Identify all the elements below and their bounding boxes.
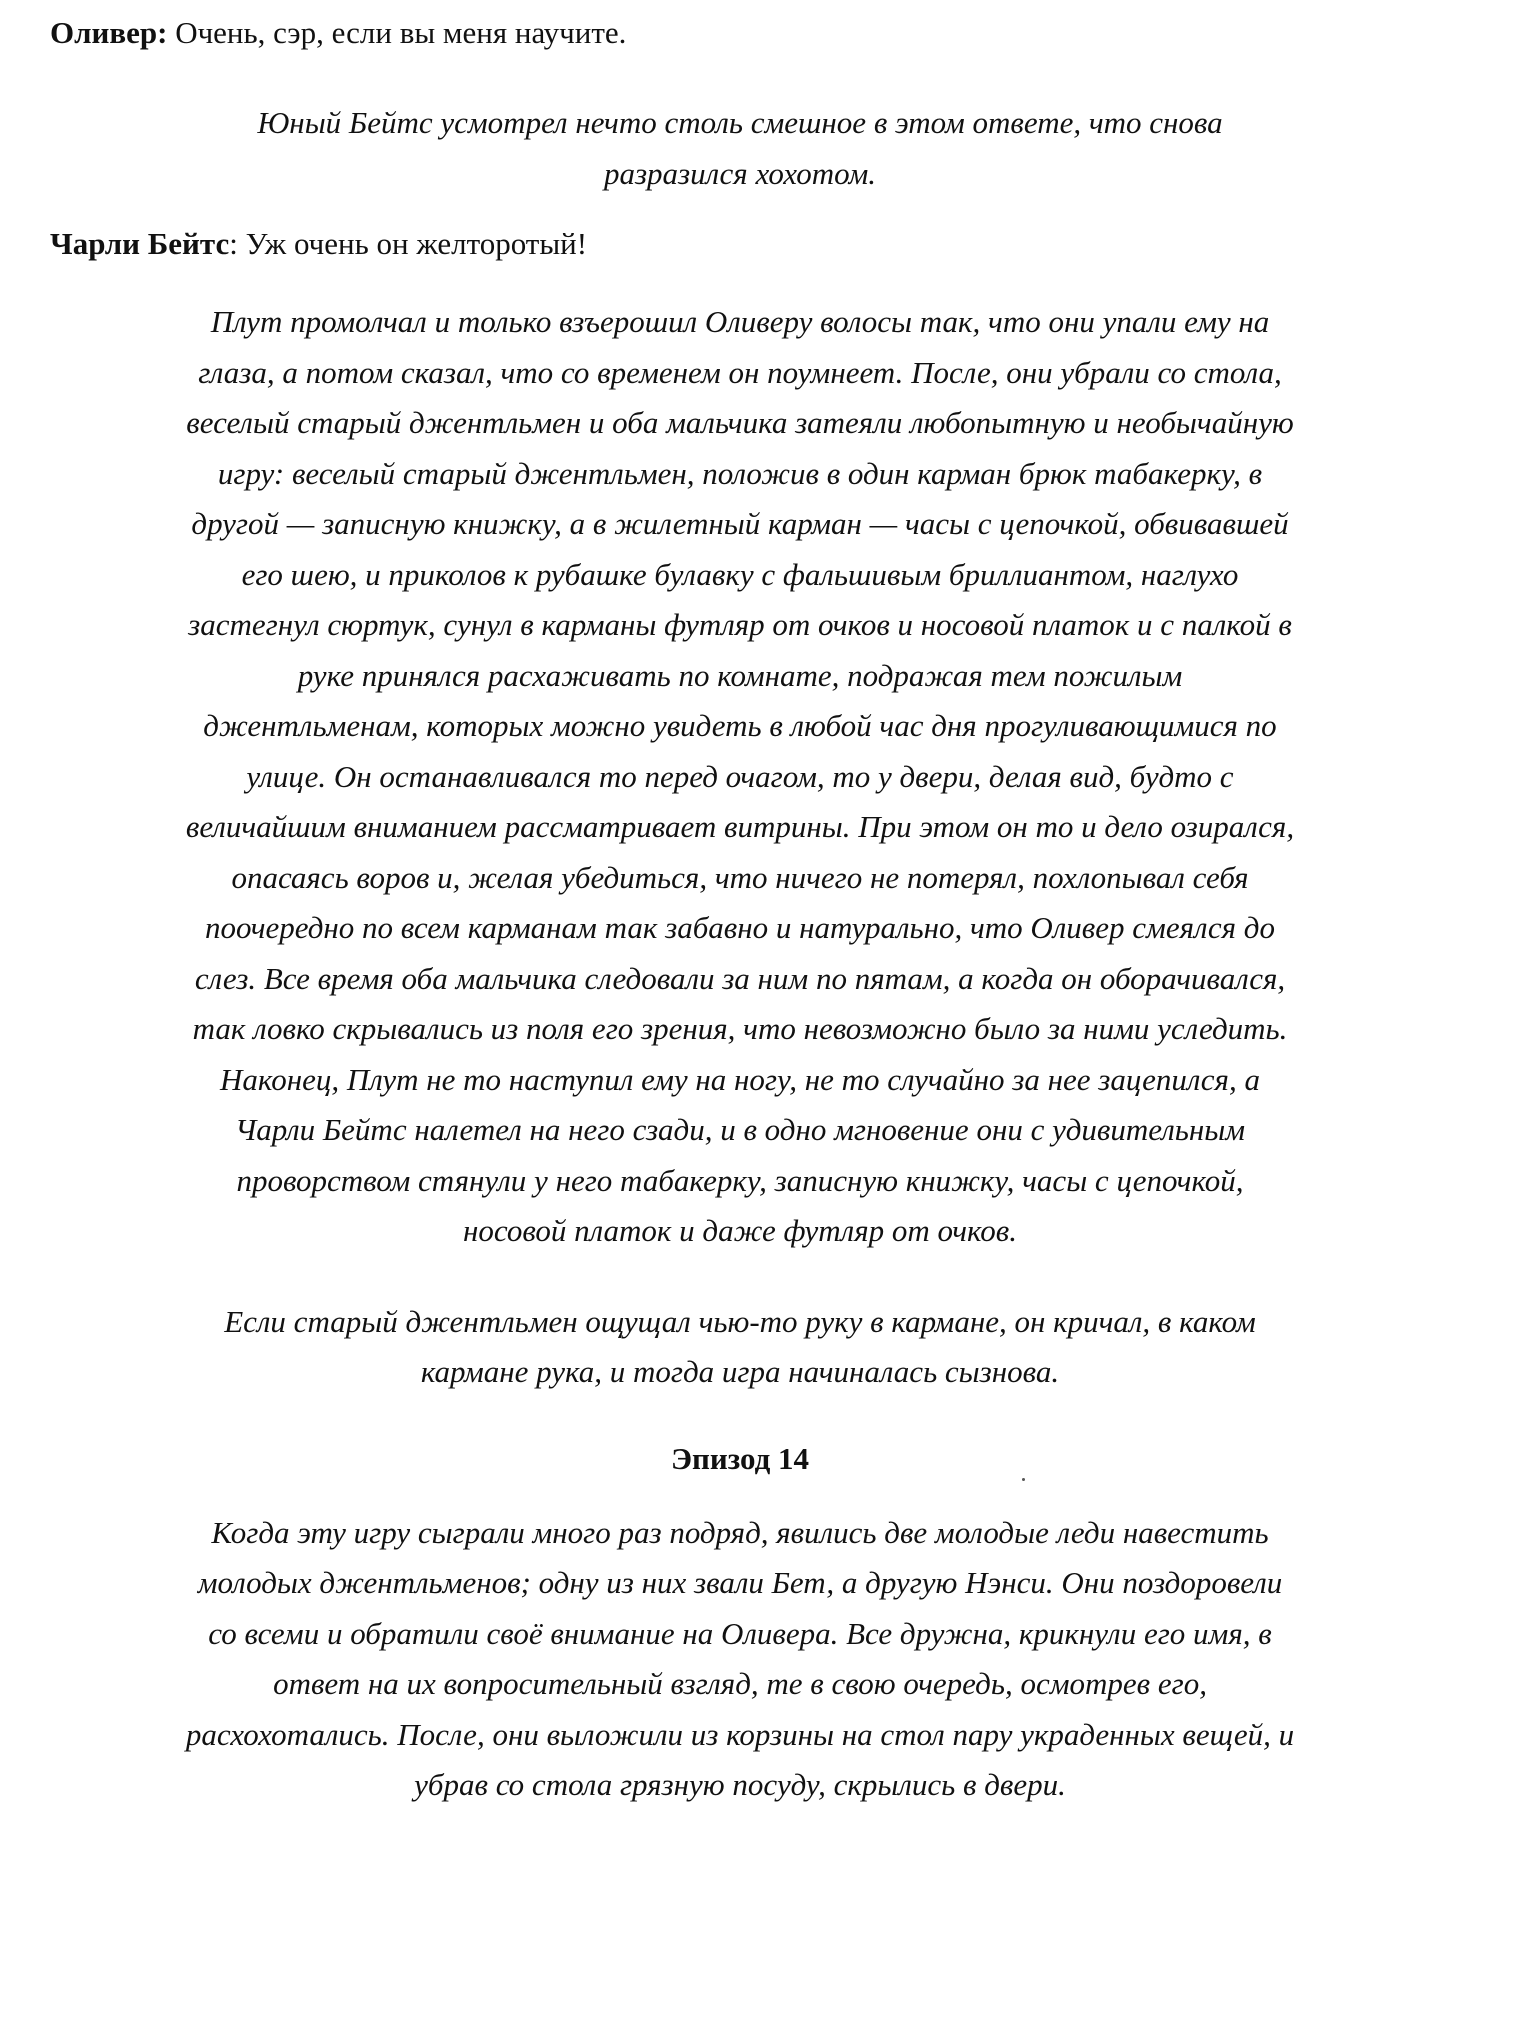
narration-line: веселый старый джентльмен и оба мальчика затеяли любопытную и необычайную: [186, 405, 1294, 440]
narration-line: руке принялся расхаживать по комнате, подражая тем пожилым: [297, 657, 1183, 693]
narration-ladies-visit: [50, 1508, 1430, 1811]
narration-line: поочередно по всем карманам так забавно и натурально, что Оливер смеялся до: [205, 910, 1275, 945]
narration-line: разразился хохотом.: [603, 155, 877, 191]
narration-line: Чарли Бейтс налетел на него сзади, и в одно мгновение они с удивительным: [234, 1112, 1246, 1147]
narration-line: другой — записную книжку, а в жилетный карман — часы с цепочкой, обвивавшей: [191, 506, 1289, 541]
narration-game-restarts: [50, 1297, 1430, 1398]
narration-line: улице. Он останавливался то перед очагом, то у двери, делая вид, будто с: [246, 758, 1234, 794]
narration-line: проворством стянули у него табакерку, записную книжку, часы с цепочкой,: [236, 1162, 1244, 1198]
narration-line: молодых джентльменов; одну из них звали Бет, а другую Нэнси. Они поздоровели: [197, 1565, 1283, 1600]
narration-line: Когда эту игру сыграли много раз подряд, явились две молодые леди навестить: [211, 1514, 1269, 1550]
narration-bates-laughs: [50, 98, 1430, 199]
dialogue-oliver: [50, 10, 1430, 56]
narration-line: Юный Бейтс усмотрел нечто столь смешное в этом ответе, что снова: [257, 105, 1223, 140]
narration-line: так ловко скрывались из поля его зрения, что невозможно было за ними уследить.: [192, 1011, 1288, 1046]
narration-line: со всеми и обратили своё внимание на Оливера. Все дружна, крикнули его имя, в: [208, 1615, 1272, 1651]
speaker-name: Чарли Бейтс: [50, 226, 230, 261]
episode-heading: Эпизод 14: [670, 1440, 810, 1476]
narration-line: кармане рука, и тогда игра начиналась сызнова.: [420, 1354, 1060, 1389]
narration-line: застегнул сюртук, сунул в карманы футляр от очков и носовой платок и с палкой в: [188, 607, 1292, 642]
narration-line: Если старый джентльмен ощущал чью-то руку в кармане, он кричал, в каком: [224, 1303, 1256, 1339]
dialogue-charley-bates: [50, 221, 1430, 267]
narration-line: его шею, и приколов к рубашке булавку с фальшивым бриллиантом, наглухо: [241, 556, 1239, 592]
narration-line: величайшим вниманием рассматривает витрины. При этом он то и дело озирался,: [185, 809, 1295, 844]
narration-line: опасаясь воров и, желая убедиться, что ничего не потерял, похлопывал себя: [231, 859, 1249, 895]
dialogue-text: : Уж очень он желторотый!: [229, 226, 588, 261]
narration-line: расхохотались. После, они выложили из корзины на стол пару украденных вещей, и: [185, 1716, 1295, 1752]
narration-pickpocket-game: [50, 297, 1430, 1257]
scan-speck: [1022, 1478, 1025, 1481]
speaker-name: Оливер:: [50, 15, 168, 50]
narration-line: глаза, а потом сказал, что со временем он поумнеет. После, они убрали со стола,: [198, 354, 1282, 390]
dialogue-text: Очень, сэр, если вы меня научите.: [167, 15, 627, 50]
narration-line: джентльменам, которых можно увидеть в любой час дня прогуливающимися по: [203, 708, 1277, 743]
narration-line: Наконец, Плут не то наступил ему на ногу, не то случайно за нее зацепился, а: [220, 1061, 1260, 1097]
narration-line: носовой платок и даже футляр от очков.: [462, 1213, 1018, 1248]
narration-line: ответ на их вопросительный взгляд, те в свою очередь, осмотрев его,: [273, 1666, 1207, 1701]
narration-line: слез. Все время оба мальчика следовали за ним по пятам, а когда он оборачивался,: [194, 960, 1286, 996]
narration-line: Плут промолчал и только взъерошил Оливеру волосы так, что они упали ему на: [210, 304, 1270, 339]
narration-line: игру: веселый старый джентльмен, положив в один карман брюк табакерку, в: [217, 455, 1263, 491]
narration-line: убрав со стола грязную посуду, скрылись в двери.: [414, 1767, 1066, 1802]
